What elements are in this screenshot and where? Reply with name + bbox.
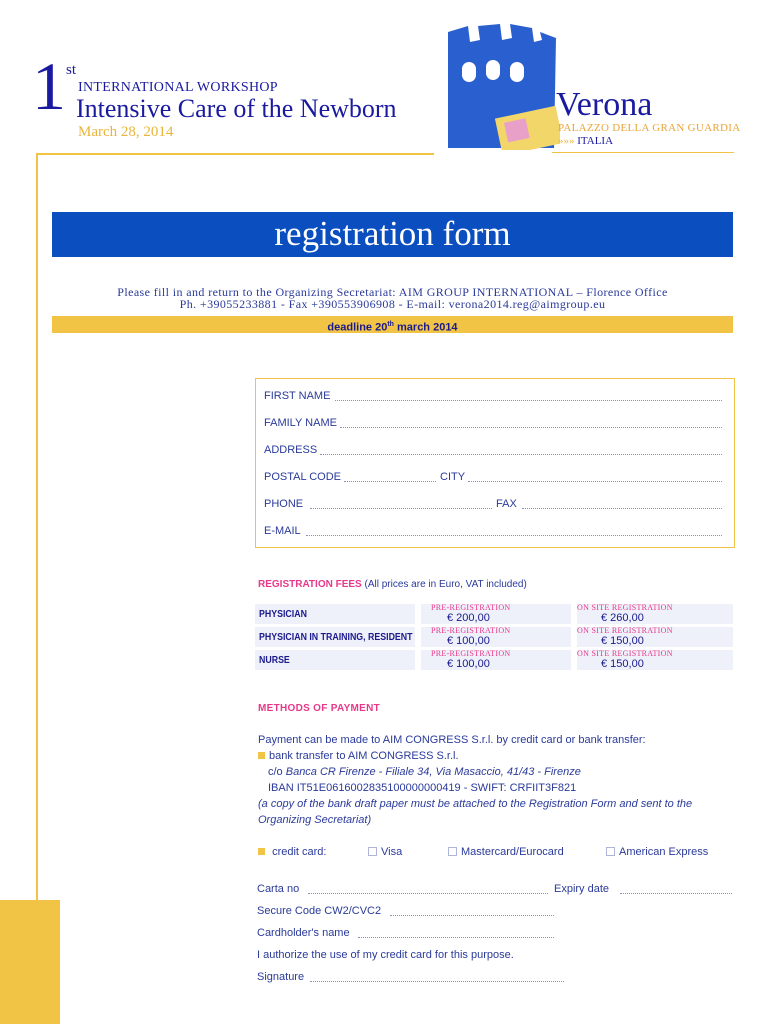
swift-label: - SWIFT:: [460, 782, 510, 794]
iban-line: [268, 782, 576, 794]
instructions-line-2: Ph. +39055233881 - Fax +390553906908 - E-mail: verona2014.reg@aimgroup.eu: [179, 297, 606, 311]
event-date: March 28, 2014: [78, 124, 174, 140]
mastercard-label: Mastercard/Eurocard: [461, 846, 564, 858]
visa-label: Visa: [381, 846, 403, 858]
card-number-label: Carta no: [257, 883, 300, 895]
fee-pre-value: € 200,00: [447, 612, 490, 624]
first-name-field[interactable]: [335, 390, 722, 401]
family-name-field[interactable]: [340, 417, 722, 428]
card-number-field[interactable]: [308, 883, 548, 894]
fee-onsite-value: € 150,00: [601, 658, 644, 670]
verona-arena-logo-icon: [440, 22, 560, 150]
country-name: ITALIA: [577, 135, 614, 147]
header-rule: [36, 153, 434, 155]
email-field[interactable]: [306, 525, 722, 536]
amex-label: American Express: [619, 846, 709, 858]
pre-registration-header: PRE-REGISTRATION: [431, 603, 511, 612]
onsite-registration-header: ON SITE REGISTRATION: [577, 626, 673, 635]
deadline-suffix: march 2014: [393, 321, 458, 334]
payment-intro: Payment can be made to AIM CONGRESS S.r.l. by credit card or bank transfer:: [258, 734, 646, 746]
pre-registration-header: PRE-REGISTRATION: [431, 626, 511, 635]
bank-address-line: [268, 766, 581, 778]
family-name-label: FAMILY NAME: [264, 417, 337, 429]
bank-prefix: c/o: [268, 766, 286, 778]
iban-label: IBAN: [268, 782, 297, 794]
fee-row-physician: [255, 604, 733, 624]
postal-code-field[interactable]: [344, 471, 436, 482]
fee-row-nurse: [255, 650, 733, 670]
venue-name: PALAZZO DELLA GRAN GUARDIA: [558, 122, 741, 134]
fees-note: (All prices are in Euro, VAT included): [361, 579, 527, 590]
postal-code-label: POSTAL CODE: [264, 471, 342, 483]
onsite-registration-header: ON SITE REGISTRATION: [577, 649, 673, 658]
city-field[interactable]: [468, 471, 722, 482]
form-title: registration form: [274, 214, 511, 253]
deadline-sup: th: [387, 321, 394, 328]
phone-field[interactable]: [310, 498, 492, 509]
venue-rule: [552, 152, 734, 153]
fee-category: NURSE: [259, 655, 290, 666]
email-label: E-MAIL: [264, 525, 301, 537]
mastercard-option[interactable]: [448, 846, 564, 858]
checkbox-icon[interactable]: [606, 847, 615, 856]
arrow-marks: »»»: [558, 135, 575, 147]
signature-label: Signature: [257, 971, 305, 983]
fee-category: PHYSICIAN IN TRAINING, RESIDENT: [259, 632, 413, 643]
fee-onsite-value: € 150,00: [601, 635, 644, 647]
fax-field[interactable]: [522, 498, 722, 509]
workshop-label: INTERNATIONAL WORKSHOP: [78, 80, 278, 95]
deadline-prefix: deadline 20: [327, 321, 388, 334]
ordinal-suffix: st: [66, 62, 77, 78]
event-title: Intensive Care of the Newborn: [76, 94, 397, 123]
instructions-line-1: Please fill in and return to the Organizing Secretariat: AIM GROUP INTERNATIONAL – Florence Office: [117, 285, 668, 299]
fees-title: REGISTRATION FEES: [258, 579, 362, 590]
bank-transfer-label: bank transfer to AIM CONGRESS S.r.l.: [269, 750, 459, 762]
credit-card-line: [258, 846, 326, 858]
fax-label: FAX: [496, 498, 517, 510]
first-name-label: FIRST NAME: [264, 390, 331, 402]
fee-pre-value: € 100,00: [447, 658, 490, 670]
address-label: ADDRESS: [264, 444, 318, 456]
expiry-label: Expiry date: [554, 883, 610, 895]
cardholder-label: Cardholder's name: [257, 927, 350, 939]
left-border-bar: [36, 153, 38, 983]
bank-address: Banca CR Firenze - Filiale 34, Via Masaccio, 41/43 - Firenze: [285, 766, 581, 778]
onsite-registration-header: ON SITE REGISTRATION: [577, 603, 673, 612]
ordinal-number: 1: [32, 48, 66, 124]
expiry-field[interactable]: [620, 883, 732, 894]
yellow-bullet-icon: [258, 848, 265, 855]
visa-option[interactable]: [368, 846, 402, 858]
fee-category: PHYSICIAN: [259, 609, 307, 620]
yellow-corner-block: [0, 900, 60, 1024]
secure-code-label: Secure Code CW2/CVC2: [257, 905, 382, 917]
fees-heading: [258, 579, 527, 590]
bank-transfer-line: [258, 750, 459, 762]
checkbox-icon[interactable]: [448, 847, 457, 856]
phone-label: PHONE: [264, 498, 304, 510]
city-label: CITY: [440, 471, 466, 483]
credit-card-label: credit card:: [272, 846, 327, 858]
country-line: [558, 135, 613, 147]
fee-onsite-value: € 260,00: [601, 612, 644, 624]
fee-pre-value: € 100,00: [447, 635, 490, 647]
authorize-text: I authorize the use of my credit card for this purpose.: [257, 949, 514, 961]
payment-note-line-2: Organizing Secretariat): [258, 814, 372, 826]
cardholder-field[interactable]: [358, 927, 554, 938]
pre-registration-header: PRE-REGISTRATION: [431, 649, 511, 658]
iban-value: IT51E0616002835100000000419: [296, 782, 461, 794]
fee-row-physician-in-training: [255, 627, 733, 647]
yellow-bullet-icon: [258, 752, 265, 759]
swift-value: CRFIIT3F821: [509, 782, 577, 794]
signature-field[interactable]: [310, 971, 564, 982]
secure-code-field[interactable]: [390, 905, 554, 916]
payment-note-line-1: (a copy of the bank draft paper must be attached to the Registration Form and sent to the: [258, 798, 693, 810]
amex-option[interactable]: [606, 846, 708, 858]
deadline-text: [52, 316, 733, 333]
city-name: Verona: [556, 86, 653, 123]
payment-methods-heading: METHODS OF PAYMENT: [258, 703, 381, 714]
checkbox-icon[interactable]: [368, 847, 377, 856]
address-field[interactable]: [320, 444, 722, 455]
